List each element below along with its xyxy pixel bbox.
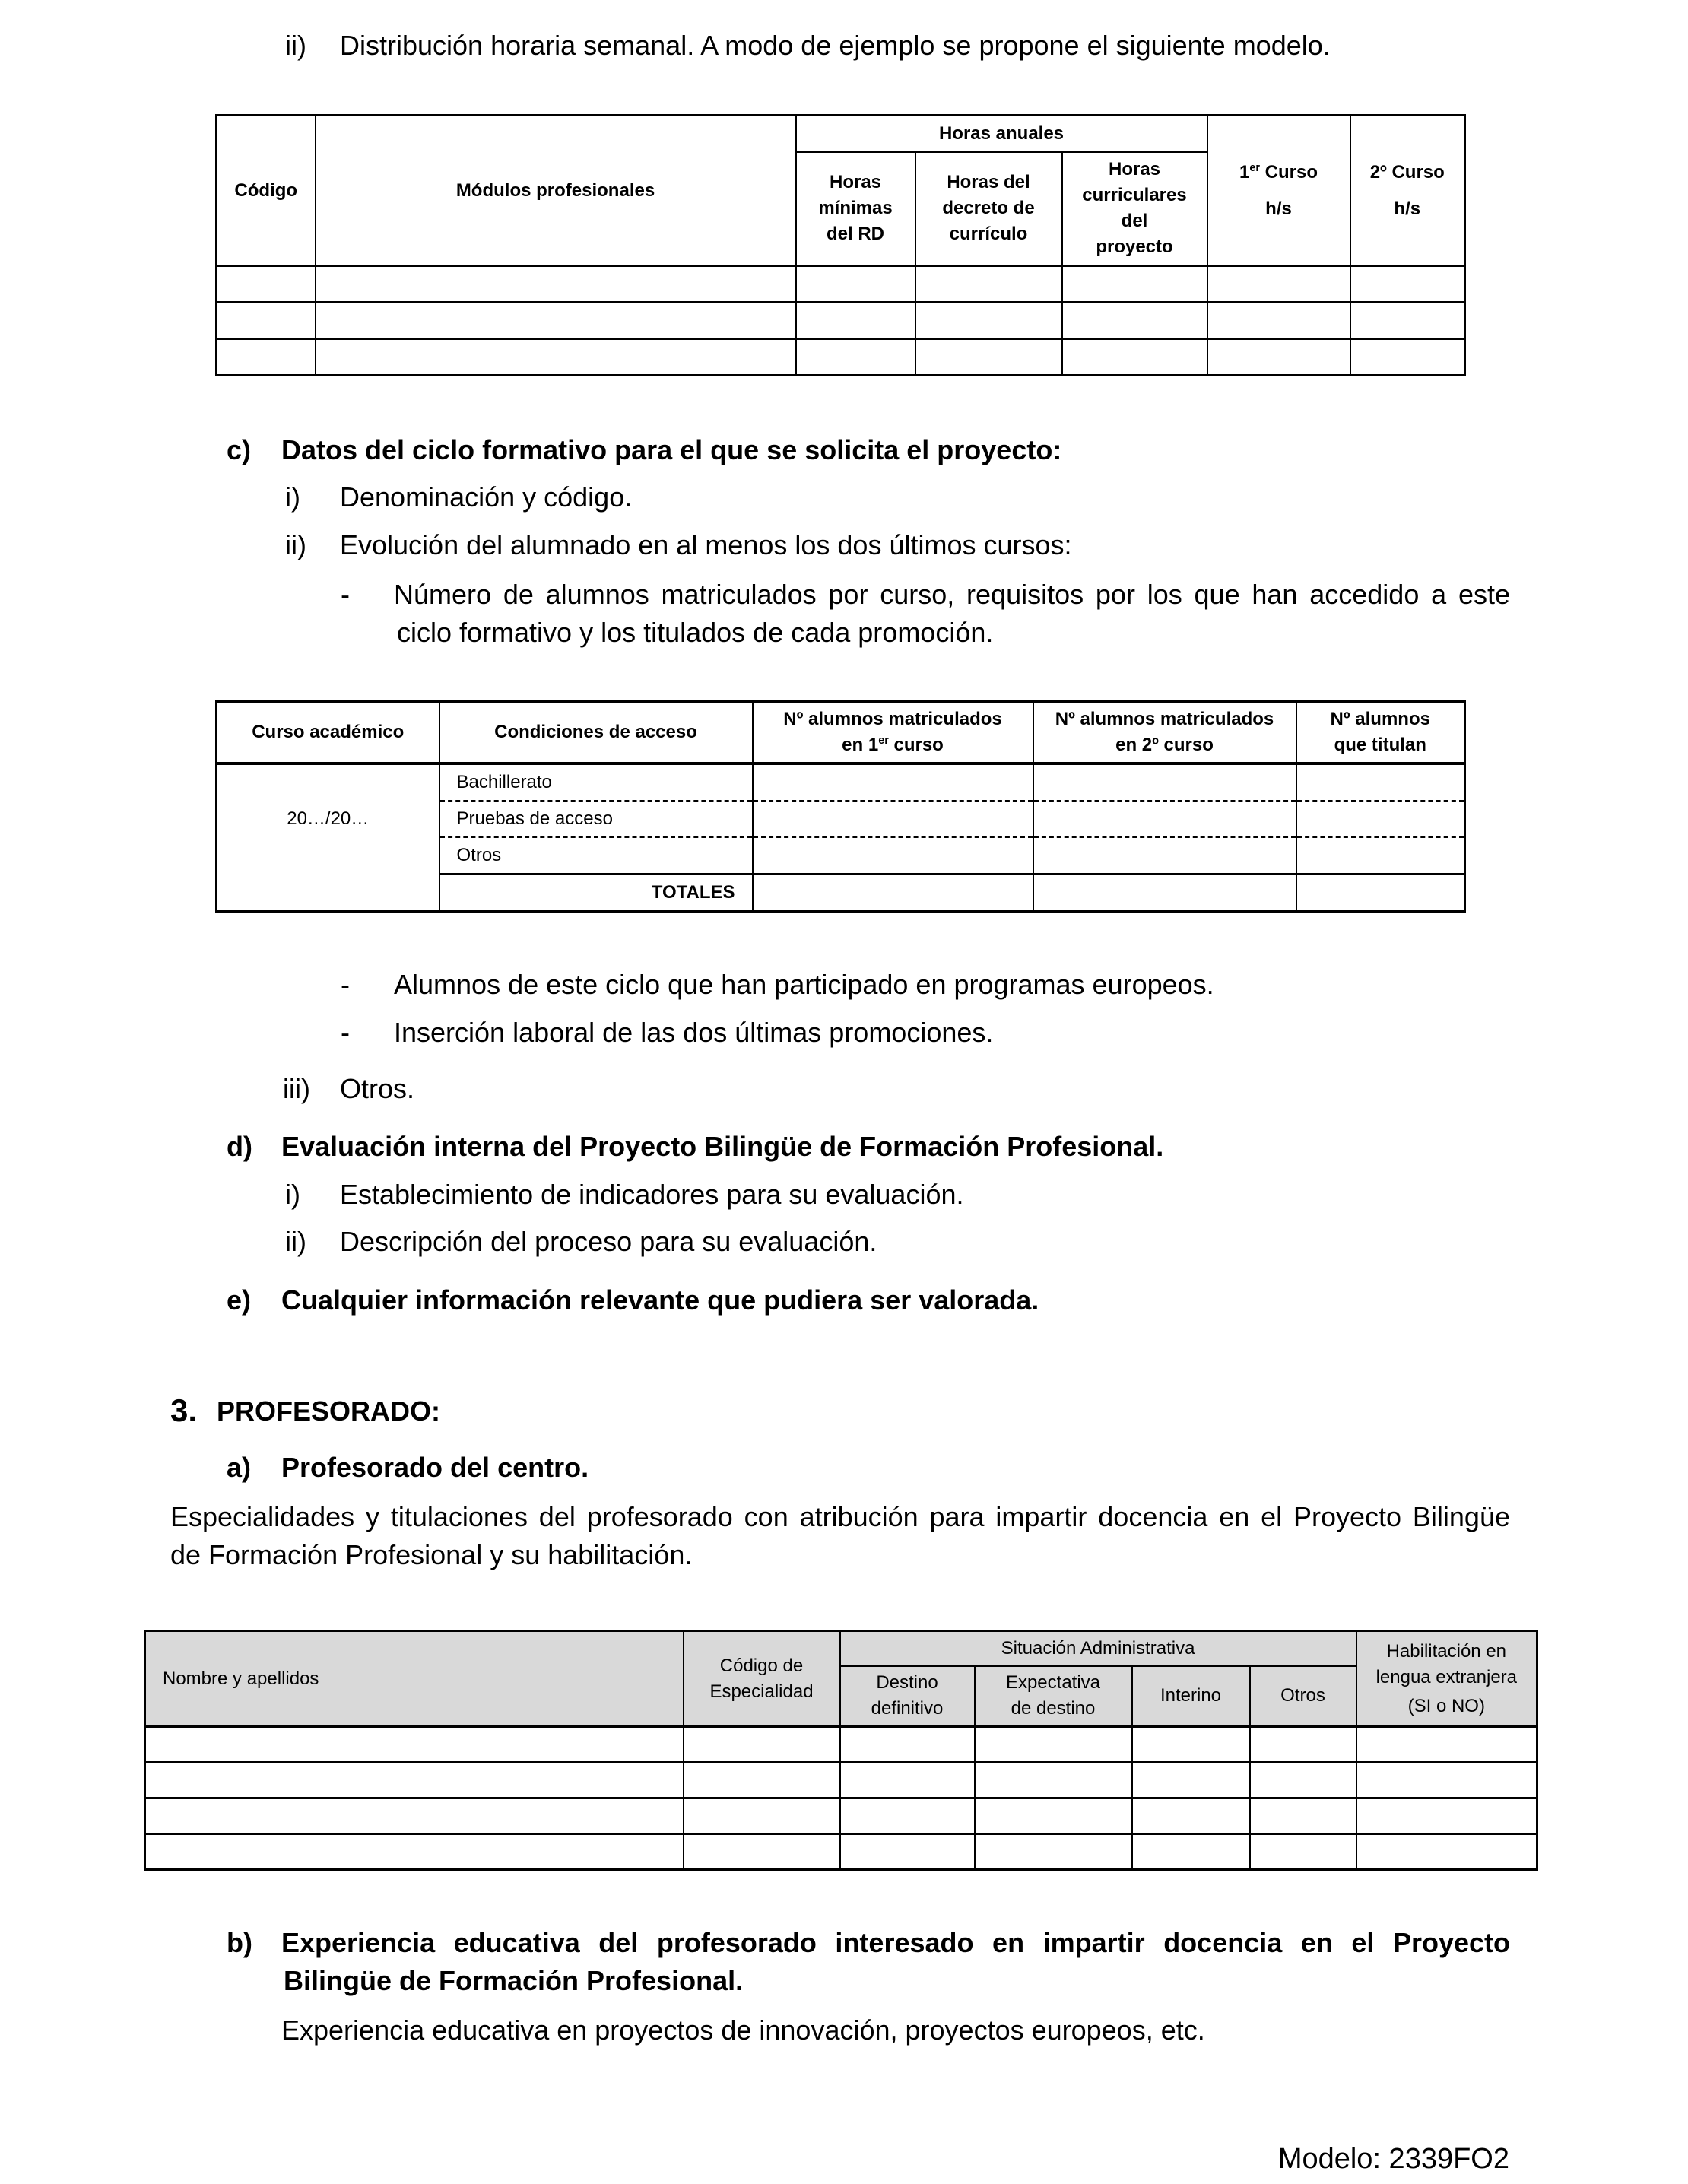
table-cell[interactable] [145, 1763, 684, 1798]
table-cell[interactable] [1207, 339, 1350, 376]
table-cell[interactable] [1033, 837, 1296, 875]
table-cell[interactable] [753, 763, 1033, 801]
header-codigo-especialidad: Código de Especialidad [684, 1631, 840, 1727]
list-marker: ii) [285, 1226, 306, 1257]
list-marker: ii) [285, 30, 306, 61]
section-3b-marker: b) [227, 1927, 252, 1958]
section-3-title: PROFESORADO: [217, 1395, 441, 1427]
header-horas-minimas: Horas mínimas del RD [796, 152, 915, 266]
condition-pruebas: Pruebas de acceso [439, 801, 753, 837]
section-3a-marker: a) [227, 1452, 252, 1483]
table-cell[interactable] [915, 266, 1062, 303]
list-marker: iii) [283, 1073, 310, 1104]
section-3-number: 3. [170, 1392, 198, 1428]
teachers-table [144, 1630, 1538, 1871]
table-cell[interactable] [1132, 1798, 1250, 1834]
table-cell[interactable] [1296, 801, 1465, 837]
header-expectativa: Expectativa de destino [975, 1666, 1132, 1727]
header-matriculados-2: Nº alumnos matriculados en 2º curso [1033, 702, 1296, 764]
header-nombre: Nombre y apellidos [145, 1631, 684, 1727]
list-item: Establecimiento de indicadores para su evaluación. [340, 1179, 964, 1210]
table-cell[interactable] [975, 1727, 1132, 1763]
table-cell[interactable] [840, 1834, 975, 1870]
header-horas-decreto: Horas del decreto de currículo [915, 152, 1062, 266]
table-cell[interactable] [975, 1798, 1132, 1834]
totals-label: TOTALES [439, 875, 753, 912]
table-cell[interactable] [217, 266, 316, 303]
list-marker: i) [285, 481, 300, 513]
table-cell[interactable] [796, 339, 915, 376]
table-cell[interactable] [753, 837, 1033, 875]
condition-bachillerato: Bachillerato [439, 763, 753, 801]
table-cell[interactable] [1132, 1763, 1250, 1798]
table-cell[interactable] [1356, 1834, 1537, 1870]
bullet-dash: - [341, 579, 350, 610]
section-c-marker: c) [227, 434, 252, 465]
table-cell[interactable] [1207, 303, 1350, 339]
table-cell[interactable] [1062, 266, 1207, 303]
paragraph-line2: de Formación Profesional y su habilitación. [170, 1539, 693, 1570]
list-item: Denominación y código. [340, 481, 633, 513]
header-condiciones-acceso: Condiciones de acceso [439, 702, 753, 764]
table-cell[interactable] [1296, 875, 1465, 912]
curso-value[interactable]: 20…/20… [217, 763, 439, 912]
table-cell[interactable] [1296, 763, 1465, 801]
table-cell[interactable] [1250, 1763, 1356, 1798]
table-cell[interactable] [217, 339, 316, 376]
table-cell[interactable] [1250, 1727, 1356, 1763]
table-row [145, 1763, 1537, 1798]
header-otros: Otros [1250, 1666, 1356, 1727]
table-row [145, 1834, 1537, 1870]
table-cell[interactable] [145, 1727, 684, 1763]
table-row [217, 266, 1465, 303]
table-cell[interactable] [684, 1727, 840, 1763]
table-cell[interactable] [1033, 801, 1296, 837]
table-cell[interactable] [1350, 303, 1465, 339]
header-situacion: Situación Administrativa [840, 1631, 1356, 1666]
list-marker: i) [285, 1179, 300, 1210]
header-horas-curriculares: Horas curriculares del proyecto [1062, 152, 1207, 266]
section-d-title: Evaluación interna del Proyecto Bilingüe de Formación Profesional. [281, 1131, 1164, 1162]
table-row [145, 1727, 1537, 1763]
bullet-text-line2: ciclo formativo y los titulados de cada promoción. [397, 617, 994, 648]
list-item: Evolución del alumnado en al menos los dos últimos cursos: [340, 529, 1072, 560]
table-cell[interactable] [1356, 1763, 1537, 1798]
table-cell[interactable] [1250, 1834, 1356, 1870]
section-3a-title: Profesorado del centro. [281, 1452, 589, 1483]
table-cell[interactable] [684, 1798, 840, 1834]
table-cell[interactable] [1062, 339, 1207, 376]
table-row [217, 339, 1465, 376]
table-cell[interactable] [316, 339, 796, 376]
table-cell[interactable] [975, 1834, 1132, 1870]
table-cell[interactable] [1356, 1798, 1537, 1834]
table-row [145, 1798, 1537, 1834]
header-matriculados-1: Nº alumnos matriculados en 1er curso [753, 702, 1033, 764]
table-cell[interactable] [145, 1798, 684, 1834]
header-titulan: Nº alumnos que titulan [1296, 702, 1465, 764]
condition-otros: Otros [439, 837, 753, 875]
header-destino: Destino definitivo [840, 1666, 975, 1727]
footer-model-code: Modelo: 2339FO2 [1277, 2143, 1509, 2175]
table-cell[interactable] [753, 801, 1033, 837]
header-curso-academico: Curso académico [217, 702, 439, 764]
table-cell[interactable] [1033, 763, 1296, 801]
section-e-marker: e) [227, 1284, 252, 1316]
table-cell[interactable] [1033, 875, 1296, 912]
table-cell[interactable] [915, 339, 1062, 376]
header-curso2: 2º Curso h/s [1350, 116, 1465, 266]
table-cell[interactable] [1296, 837, 1465, 875]
header-habilitacion: Habilitación en lengua extranjera (SI o NO) [1356, 1631, 1537, 1727]
bullet-dash: - [341, 969, 350, 1000]
section-d-marker: d) [227, 1131, 252, 1162]
header-horas-anuales: Horas anuales [796, 116, 1207, 152]
bullet-text: Inserción laboral de las dos últimas promociones. [394, 1017, 994, 1048]
header-modulos: Módulos profesionales [316, 116, 796, 266]
table-cell[interactable] [1132, 1727, 1250, 1763]
list-item: Descripción del proceso para su evaluación. [340, 1226, 877, 1257]
table-cell[interactable] [1356, 1727, 1537, 1763]
table-row [217, 763, 1465, 801]
table-cell[interactable] [753, 875, 1033, 912]
table-row [217, 303, 1465, 339]
table-cell[interactable] [684, 1763, 840, 1798]
table-cell[interactable] [1062, 303, 1207, 339]
schedule-table [215, 114, 1466, 376]
table-cell[interactable] [217, 303, 316, 339]
table-cell[interactable] [915, 303, 1062, 339]
table-cell[interactable] [796, 303, 915, 339]
table-cell[interactable] [684, 1834, 840, 1870]
table-cell[interactable] [1350, 266, 1465, 303]
intro-text: Distribución horaria semanal. A modo de ejemplo se propone el siguiente modelo. [340, 30, 1331, 61]
students-table [215, 700, 1466, 913]
table-cell[interactable] [1207, 266, 1350, 303]
bullet-dash: - [341, 1017, 350, 1048]
list-marker: ii) [285, 529, 306, 560]
bullet-text-line1: Número de alumnos matriculados por curso, requisitos por los que han accedido a este [394, 579, 1510, 610]
table-cell[interactable] [1132, 1834, 1250, 1870]
header-curso1: 1er Curso h/s [1207, 116, 1350, 266]
list-item: Otros. [340, 1073, 415, 1104]
header-codigo: Código [217, 116, 316, 266]
table-cell[interactable] [840, 1798, 975, 1834]
header-interino: Interino [1132, 1666, 1250, 1727]
table-cell[interactable] [840, 1763, 975, 1798]
table-cell[interactable] [1250, 1798, 1356, 1834]
section-3b-title-line1: Experiencia educativa del profesorado interesado en impartir docencia en el Proyecto [281, 1927, 1510, 1958]
bullet-text: Alumnos de este ciclo que han participado en programas europeos. [394, 969, 1214, 1000]
table-cell[interactable] [796, 266, 915, 303]
section-e-title: Cualquier información relevante que pudiera ser valorada. [281, 1284, 1039, 1316]
table-cell[interactable] [316, 266, 796, 303]
table-cell[interactable] [316, 303, 796, 339]
section-3b-title-line2: Bilingüe de Formación Profesional. [284, 1965, 744, 1996]
table-cell[interactable] [1350, 339, 1465, 376]
table-cell[interactable] [145, 1834, 684, 1870]
paragraph-line1: Especialidades y titulaciones del profesorado con atribución para impartir docencia en el Proyecto Bilingüe [170, 1501, 1510, 1532]
table-cell[interactable] [975, 1763, 1132, 1798]
section-3b-paragraph: Experiencia educativa en proyectos de innovación, proyectos europeos, etc. [281, 2014, 1205, 2046]
section-c-title: Datos del ciclo formativo para el que se solicita el proyecto: [281, 434, 1062, 465]
table-cell[interactable] [840, 1727, 975, 1763]
